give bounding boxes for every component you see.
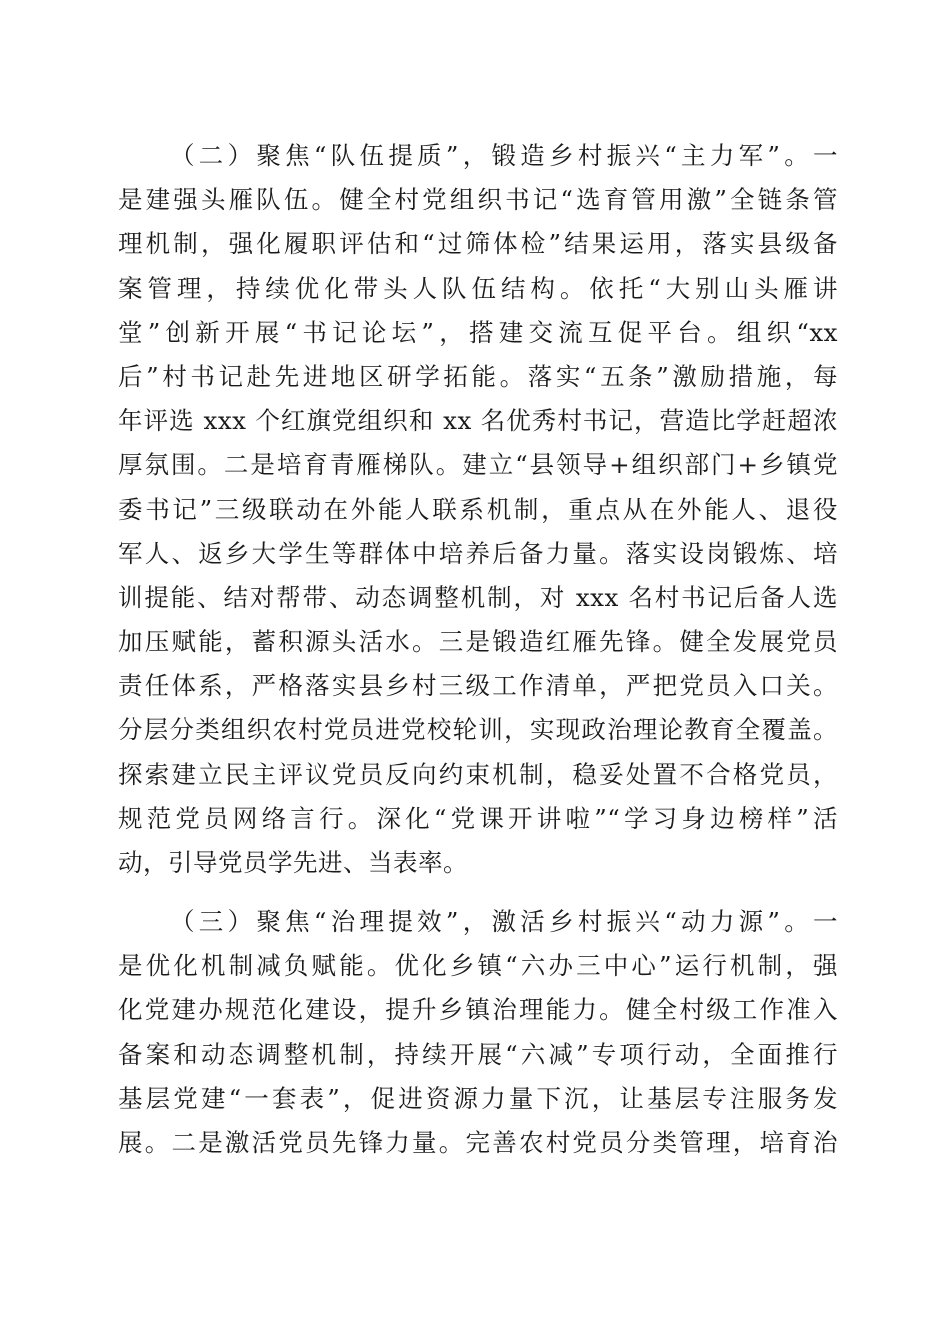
paragraph-line: 堂”创新开展“书记论坛”，搭建交流互促平台。组织“xx — [118, 317, 838, 347]
section-3-paragraph — [118, 900, 838, 1165]
paragraph-line: 分层分类组织农村党员进党校轮训，实现政治理论教育全覆盖。 — [118, 715, 838, 745]
paragraph-line: 探索建立民主评议党员反向约束机制，稳妥处置不合格党员， — [118, 759, 838, 789]
paragraph-line: 训提能、结对帮带、动态调整机制，对 xxx 名村书记后备人选 — [118, 582, 838, 612]
paragraph-line: 规范党员网络言行。深化“党课开讲啦”“学习身边榜样”活 — [118, 803, 838, 833]
paragraph-line: 后”村书记赴先进地区研学拓能。落实“五条”激励措施，每 — [118, 361, 838, 391]
paragraph-line: 展。二是激活党员先锋力量。完善农村党员分类管理，培育治 — [118, 1127, 838, 1157]
paragraph-line: 是优化机制减负赋能。优化乡镇“六办三中心”运行机制，强 — [118, 951, 838, 981]
paragraph-line: 动，引导党员学先进、当表率。 — [118, 848, 468, 877]
section-2-paragraph — [118, 134, 838, 885]
paragraph-line: 委书记”三级联动在外能人联系机制，重点从在外能人、退役 — [118, 494, 838, 524]
paragraph-line: 化党建办规范化建设，提升乡镇治理能力。健全村级工作准入 — [118, 995, 838, 1025]
paragraph-line: 案管理，持续优化带头人队伍结构。依托“大别山头雁讲 — [118, 273, 838, 303]
paragraph-line: 是建强头雁队伍。健全村党组织书记“选育管用激”全链条管 — [118, 185, 838, 215]
paragraph-line: 责任体系，严格落实县乡村三级工作清单，严把党员入口关。 — [118, 671, 838, 701]
paragraph-line: 理机制，强化履职评估和“过筛体检”结果运用，落实县级备 — [118, 229, 838, 259]
paragraph-line: 基层党建“一套表”，促进资源力量下沉，让基层专注服务发 — [118, 1083, 838, 1113]
paragraph-line: 备案和动态调整机制，持续开展“六减”专项行动，全面推行 — [118, 1039, 838, 1069]
paragraph-line: （三）聚焦“治理提效”，激活乡村振兴“动力源”。一 — [170, 907, 838, 936]
paragraph-line: 年评选 xxx 个红旗党组织和 xx 名优秀村书记，营造比学赶超浓 — [118, 406, 838, 436]
paragraph-line: 厚氛围。二是培育青雁梯队。建立“县领导+组织部门+乡镇党 — [118, 450, 838, 480]
paragraph-line: （二）聚焦“队伍提质”，锻造乡村振兴“主力军”。一 — [170, 141, 838, 170]
paragraph-line: 军人、返乡大学生等群体中培养后备力量。落实设岗锻炼、培 — [118, 538, 838, 568]
paragraph-line: 加压赋能，蓄积源头活水。三是锻造红雁先锋。健全发展党员 — [118, 627, 838, 657]
